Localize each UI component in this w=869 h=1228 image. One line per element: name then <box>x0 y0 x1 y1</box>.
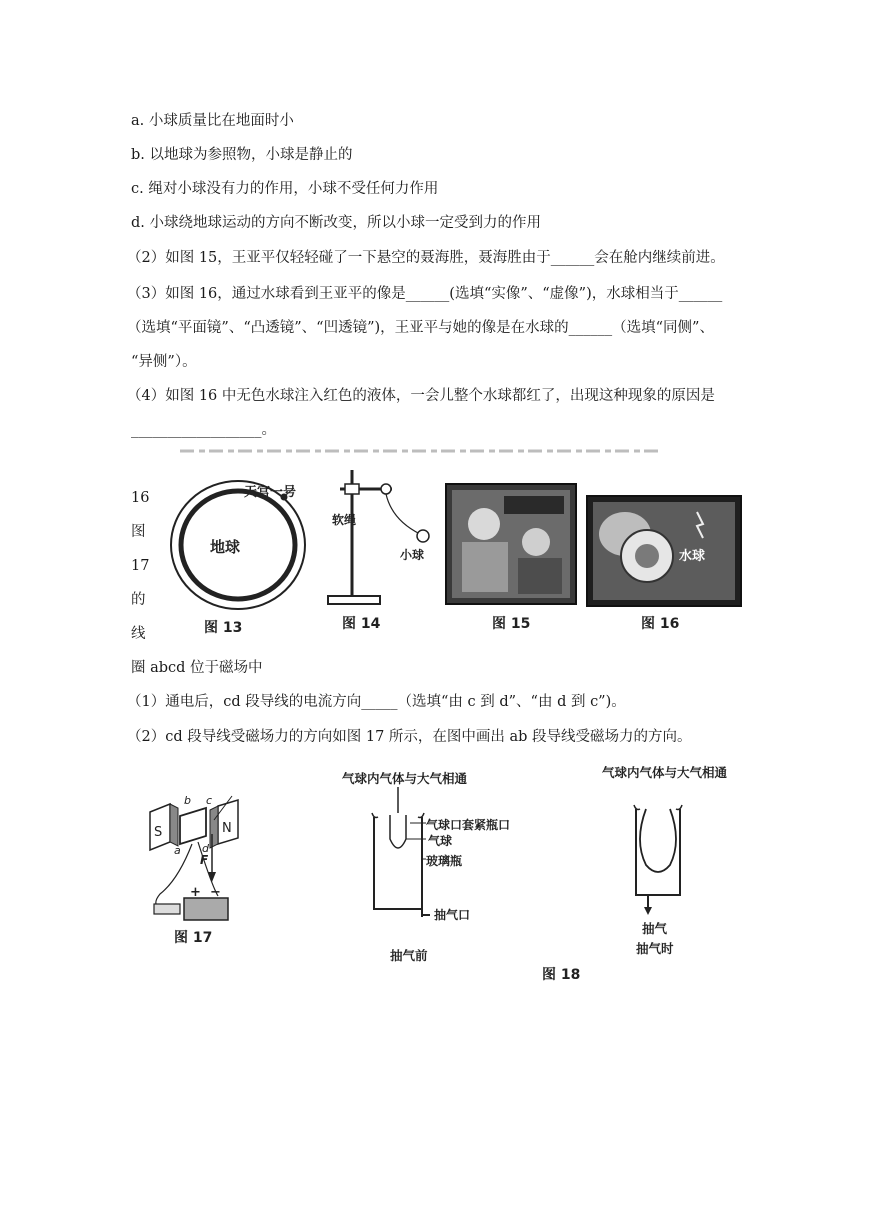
station-label: 天宫一号 <box>244 485 297 500</box>
pump-arrow-icon <box>644 907 652 915</box>
astronaut-face-2 <box>522 528 550 556</box>
water-ball-label: 水球 <box>679 549 706 564</box>
question-3-line-2: （选填“平面镜”、“凸透镜”、“凹透镜”)，王亚平与她的像是在水球的______（选填“同侧”、 <box>127 320 714 336</box>
glass-bottle <box>374 817 422 909</box>
mouth-label: 气球口套紧瓶口 <box>426 818 511 832</box>
pump-label: 抽气 <box>642 921 668 936</box>
question-3-line-3: “异侧”）。 <box>131 354 197 370</box>
before-label: 抽气前 <box>390 948 428 963</box>
scan-artifact <box>180 447 660 455</box>
figure-18-caption: 图 18 <box>542 967 581 983</box>
battery-icon <box>184 898 228 920</box>
battery-minus-label: − <box>210 885 221 900</box>
question-17-1: （1）通电后，cd 段导线的电流方向_____（选填“由 c 到 d”、“由 d 到 c”)。 <box>127 694 626 710</box>
ball-icon <box>417 530 429 542</box>
force-f-label: F <box>200 853 209 867</box>
battery-plus-label: + <box>190 885 201 900</box>
question-2: （2）如图 15，王亚平仅轻轻碰了一下悬空的聂海胜，聂海胜由于______会在舱内继续前进。 <box>127 250 725 266</box>
side-text-3: 17 <box>131 558 150 574</box>
earth-label: 地球 <box>210 538 241 556</box>
figure-14-caption: 图 14 <box>342 616 381 632</box>
balloon-label: 气球 <box>428 834 453 848</box>
coil-text: 圈 abcd 位于磁场中 <box>131 660 263 676</box>
figure-17 <box>140 790 275 950</box>
figure-13-caption: 图 13 <box>204 620 243 636</box>
figure-14 <box>320 462 440 640</box>
left-top-label: 气球内气体与大气相通 <box>342 771 468 786</box>
rope-label: 软绳 <box>332 513 357 527</box>
astronaut-face <box>468 508 500 540</box>
side-text-4: 的 <box>131 592 146 608</box>
figure-15-caption: 图 15 <box>492 616 531 632</box>
question-4-line-2: __________________。 <box>131 422 276 438</box>
question-17-2: （2）cd 段导线受磁场力的方向如图 17 所示，在图中画出 ab 段导线受磁场力的方向。 <box>127 729 692 745</box>
right-top-label: 气球内气体与大气相通 <box>602 765 728 780</box>
question-4-line-1: （4）如图 16 中无色水球注入红色的液体，一会儿整个水球都红了，出现这种现象的原因是 <box>127 388 715 404</box>
coil-d-label: d <box>202 842 209 855</box>
coil-a-label: a <box>174 844 181 857</box>
option-a: a. 小球质量比在地面时小 <box>131 113 294 129</box>
bottle-label: 玻璃瓶 <box>426 854 463 868</box>
during-label: 抽气时 <box>636 941 674 956</box>
coil-abcd <box>180 808 206 844</box>
switch-icon <box>154 904 180 914</box>
coil-b-label: b <box>184 794 191 807</box>
port-label: 抽气口 <box>434 908 471 922</box>
option-b: b. 以地球为参照物，小球是静止的 <box>131 147 353 163</box>
figure-17-caption: 图 17 <box>174 930 213 946</box>
side-text-2: 图 <box>131 524 146 540</box>
figure-18 <box>330 765 770 990</box>
figure-13 <box>168 470 328 640</box>
ball-label: 小球 <box>400 548 425 562</box>
magnet-s-label: S <box>154 825 163 840</box>
option-c: c. 绳对小球没有力的作用，小球不受任何力作用 <box>131 181 439 197</box>
balloon-small <box>390 815 406 848</box>
option-d: d. 小球绕地球运动的方向不断改变，所以小球一定受到力的作用 <box>131 215 541 231</box>
side-text-5: 线 <box>131 626 146 642</box>
figure-16-caption: 图 16 <box>641 616 680 632</box>
magnet-n-label: N <box>222 821 232 836</box>
figure-15 <box>444 482 580 642</box>
figure-16 <box>585 494 745 644</box>
side-text-1: 16 <box>131 490 150 506</box>
coil-c-label: c <box>206 794 213 807</box>
question-3-line-1: （3）如图 16，通过水球看到王亚平的像是______(选填“实像”、“虚像”)，水球相当于______ <box>127 286 723 302</box>
balloon-inflated <box>640 809 676 872</box>
